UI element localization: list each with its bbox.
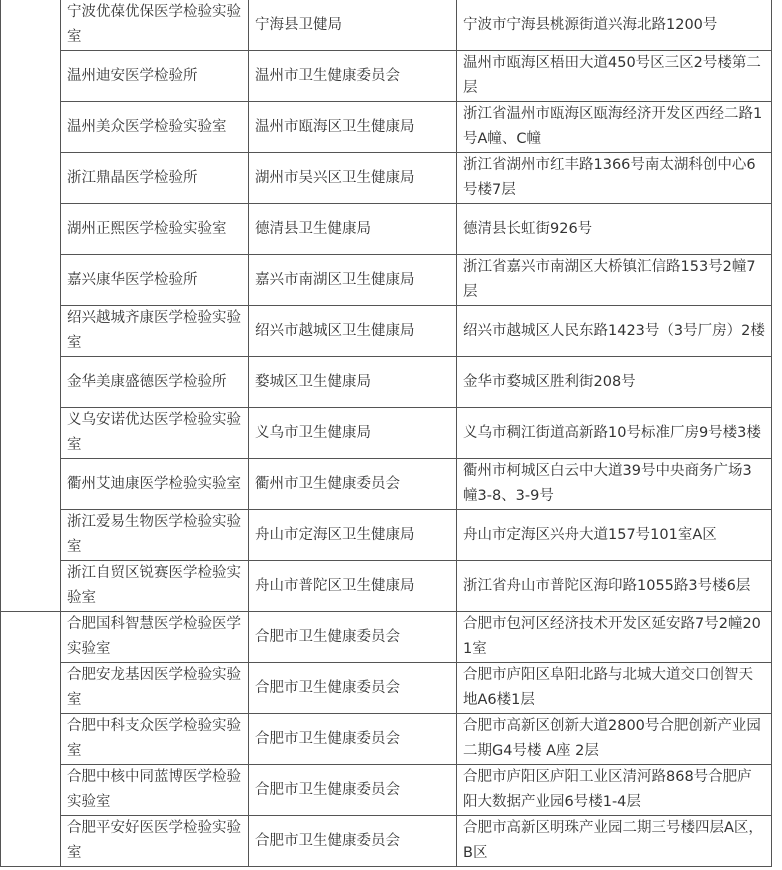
authority: 湖州市吴兴区卫生健康局	[249, 153, 457, 204]
table-row	[1, 51, 772, 102]
table-row	[1, 357, 772, 408]
address: 浙江省湖州市红丰路1366号南太湖科创中心6号楼7层	[457, 153, 772, 204]
lab-name: 温州迪安医学检验所	[61, 51, 249, 102]
lab-name: 浙江自贸区锐赛医学检验实验室	[61, 561, 249, 612]
authority: 衢州市卫生健康委员会	[249, 459, 457, 510]
lab-name: 合肥平安好医医学检验实验室	[61, 816, 249, 867]
authority: 合肥市卫生健康委员会	[249, 612, 457, 663]
table-row	[1, 306, 772, 357]
table-row	[1, 663, 772, 714]
lab-name: 浙江鼎晶医学检验所	[61, 153, 249, 204]
address: 义乌市稠江街道高新路10号标准厂房9号楼3楼	[457, 408, 772, 459]
lab-name: 义乌安诺优达医学检验实验室	[61, 408, 249, 459]
authority: 德清县卫生健康局	[249, 204, 457, 255]
lab-name: 嘉兴康华医学检验所	[61, 255, 249, 306]
address: 宁波市宁海县桃源街道兴海北路1200号	[457, 0, 772, 51]
address: 衢州市柯城区白云中大道39号中央商务广场3幢3-8、3-9号	[457, 459, 772, 510]
authority: 嘉兴市南湖区卫生健康局	[249, 255, 457, 306]
table-row	[1, 714, 772, 765]
address: 温州市瓯海区梧田大道450号区三区2号楼第二层	[457, 51, 772, 102]
table-row	[1, 255, 772, 306]
authority: 温州市瓯海区卫生健康局	[249, 102, 457, 153]
table-row	[1, 0, 772, 51]
address: 绍兴市越城区人民东路1423号（3号厂房）2楼	[457, 306, 772, 357]
authority: 义乌市卫生健康局	[249, 408, 457, 459]
table-row	[1, 612, 772, 663]
lab-name: 合肥中科支众医学检验实验室	[61, 714, 249, 765]
lab-name: 合肥中核中同蓝博医学检验实验室	[61, 765, 249, 816]
authority: 合肥市卫生健康委员会	[249, 816, 457, 867]
lab-name: 湖州正熙医学检验实验室	[61, 204, 249, 255]
lab-name: 宁波优葆优保医学检验实验室	[61, 0, 249, 51]
authority: 合肥市卫生健康委员会	[249, 765, 457, 816]
lab-name: 合肥国科智慧医学检验医学实验室	[61, 612, 249, 663]
address: 合肥市庐阳区庐阳工业区清河路868号合肥庐阳大数据产业园6号楼1-4层	[457, 765, 772, 816]
address: 浙江省嘉兴市南湖区大桥镇汇信路153号2幢7层	[457, 255, 772, 306]
address: 合肥市包河区经济技术开发区延安路7号2幢201室	[457, 612, 772, 663]
table-row	[1, 816, 772, 867]
address: 德清县长虹街926号	[457, 204, 772, 255]
lab-name: 浙江爱易生物医学检验实验室	[61, 510, 249, 561]
authority: 绍兴市越城区卫生健康局	[249, 306, 457, 357]
authority: 舟山市普陀区卫生健康局	[249, 561, 457, 612]
address: 合肥市庐阳区阜阳北路与北城大道交口创智天地A6楼1层	[457, 663, 772, 714]
lab-name: 衢州艾迪康医学检验实验室	[61, 459, 249, 510]
address: 浙江省舟山市普陀区海印路1055路3号楼6层	[457, 561, 772, 612]
lab-name: 温州美众医学检验实验室	[61, 102, 249, 153]
authority: 婺城区卫生健康局	[249, 357, 457, 408]
address: 合肥市高新区明珠产业园二期三号楼四层A区，B区	[457, 816, 772, 867]
table-row	[1, 561, 772, 612]
province-cell-zhejiang	[1, 0, 61, 612]
address: 金华市婺城区胜利街208号	[457, 357, 772, 408]
table-row	[1, 408, 772, 459]
table-row	[1, 204, 772, 255]
authority: 宁海县卫健局	[249, 0, 457, 51]
province-cell-anhui	[1, 612, 61, 867]
authority: 舟山市定海区卫生健康局	[249, 510, 457, 561]
address: 合肥市高新区创新大道2800号合肥创新产业园二期G4号楼 A座 2层	[457, 714, 772, 765]
table-row	[1, 765, 772, 816]
table-row	[1, 459, 772, 510]
authority: 合肥市卫生健康委员会	[249, 663, 457, 714]
table-row	[1, 102, 772, 153]
authority: 温州市卫生健康委员会	[249, 51, 457, 102]
table-row	[1, 153, 772, 204]
authority: 合肥市卫生健康委员会	[249, 714, 457, 765]
lab-name: 合肥安龙基因医学检验实验室	[61, 663, 249, 714]
lab-name: 绍兴越城齐康医学检验实验室	[61, 306, 249, 357]
address: 浙江省温州市瓯海区瓯海经济开发区西经二路1号A幢、C幢	[457, 102, 772, 153]
address: 舟山市定海区兴舟大道157号101室A区	[457, 510, 772, 561]
table-row	[1, 510, 772, 561]
lab-table-body	[1, 0, 772, 867]
lab-name: 金华美康盛德医学检验所	[61, 357, 249, 408]
